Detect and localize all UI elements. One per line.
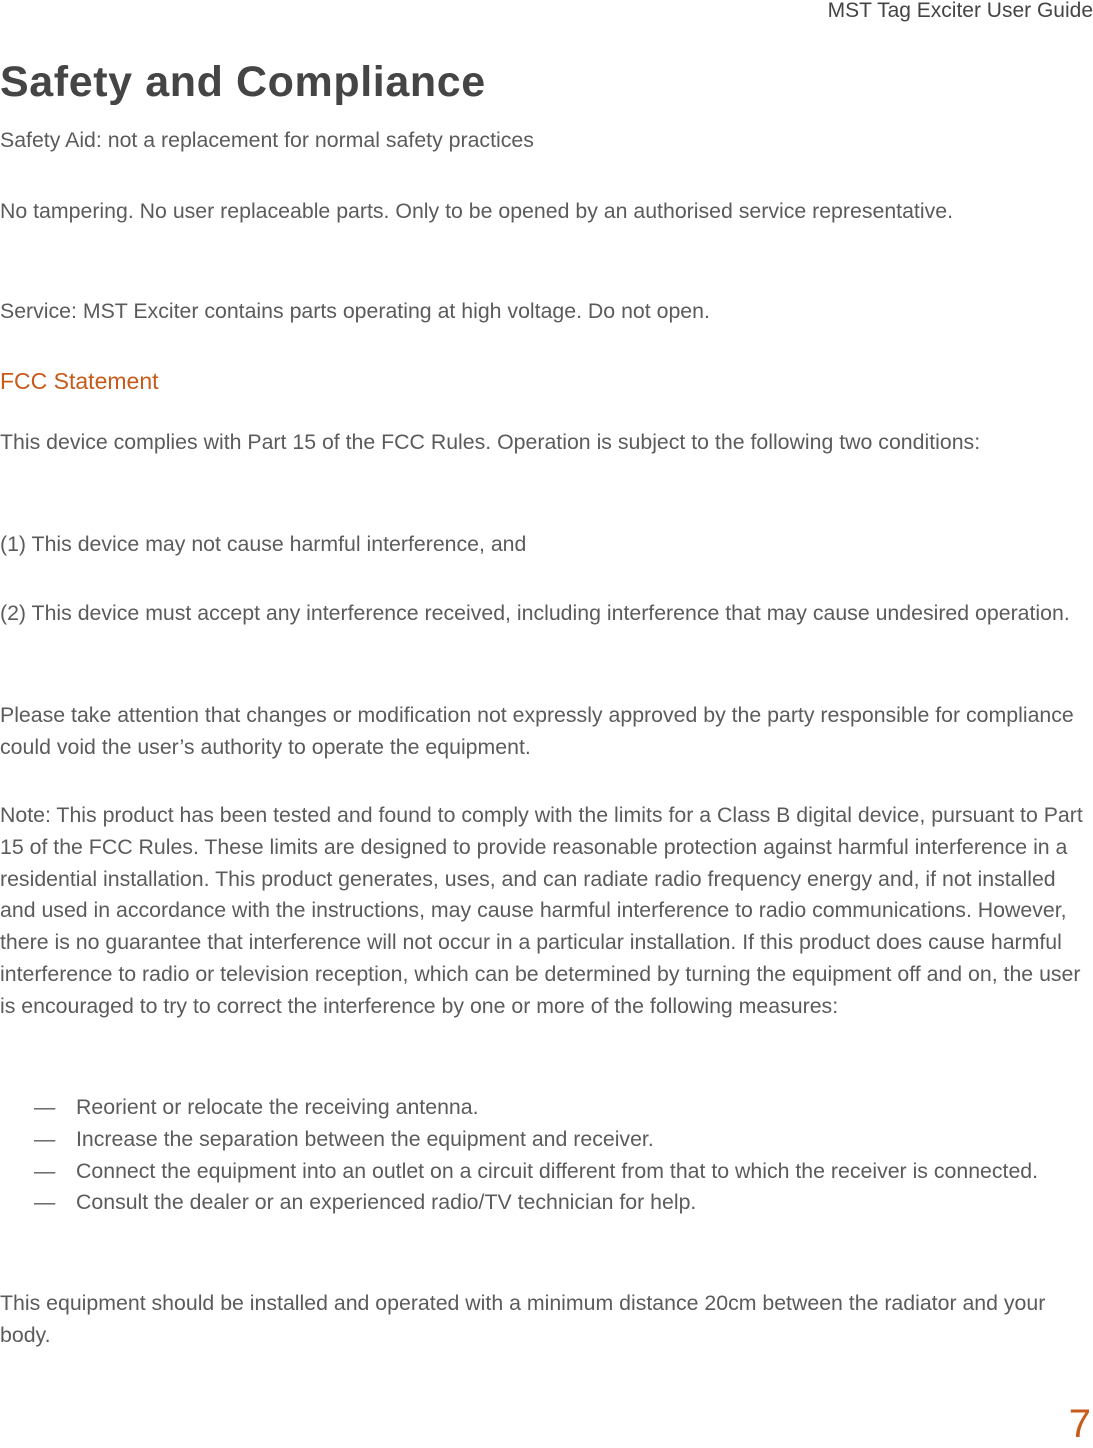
measure-text: Reorient or relocate the receiving antenna.: [76, 1095, 479, 1119]
dash-bullet-icon: —: [34, 1126, 56, 1151]
list-item: [34, 1156, 1093, 1188]
safety-aid-paragraph: Safety Aid: not a replacement for normal safety practices: [0, 128, 534, 152]
service-paragraph: Service: MST Exciter contains parts operating at high voltage. Do not open.: [0, 299, 710, 323]
measure-text: Consult the dealer or an experienced radio/TV technician for help.: [76, 1190, 697, 1215]
no-tampering-paragraph: No tampering. No user replaceable parts. Only to be opened by an authorised service representative.: [0, 199, 953, 223]
list-item: [34, 1092, 1093, 1124]
dash-bullet-icon: —: [34, 1190, 56, 1215]
list-item: [34, 1187, 1093, 1219]
measure-text: Connect the equipment into an outlet on a circuit different from that to which the receiver is connected.: [76, 1158, 1039, 1183]
interference-measures-list: [34, 1092, 1093, 1219]
modification-warning-paragraph: Please take attention that changes or modification not expressly approved by the party responsible for compliance could void the user’s authority to operate the equipment.: [0, 703, 1074, 759]
list-item: [34, 1124, 1093, 1156]
document-header-title: MST Tag Exciter User Guide: [827, 0, 1093, 22]
fcc-condition-1: (1) This device may not cause harmful interference, and: [0, 532, 527, 556]
fcc-intro-paragraph: This device complies with Part 15 of the FCC Rules. Operation is subject to the following two conditions:: [0, 430, 981, 454]
dash-bullet-icon: —: [34, 1095, 56, 1119]
fcc-condition-2: (2) This device must accept any interference received, including interference that may cause undesired operation.: [0, 601, 1070, 625]
class-b-note-paragraph: Note: This product has been tested and found to comply with the limits for a Class B digital device, pursuant to Part 15 of the FCC Rules. These limits are designed to provide reasonable protection against harmful interference in a residential installation. This product generates, uses, and can radiate radio frequency energy and, if not installed and used in accordance with the instructions, may cause harmful interference to radio communications. However, there is no guarantee that interference will not occur in a particular installation. If this product does cause harmful interference to radio or television reception, which can be determined by turning the equipment off and on, the user is encouraged to try to correct the interference by one or more of the following measures:: [0, 803, 1083, 1018]
dash-bullet-icon: —: [34, 1158, 56, 1183]
minimum-distance-paragraph: This equipment should be installed and operated with a minimum distance 20cm between the radiator and your body.: [0, 1291, 1046, 1347]
fcc-statement-heading: FCC Statement: [0, 368, 159, 394]
page-number: 7: [1068, 1402, 1091, 1446]
page-title: Safety and Compliance: [0, 58, 486, 106]
measure-text: Increase the separation between the equipment and receiver.: [76, 1126, 654, 1151]
